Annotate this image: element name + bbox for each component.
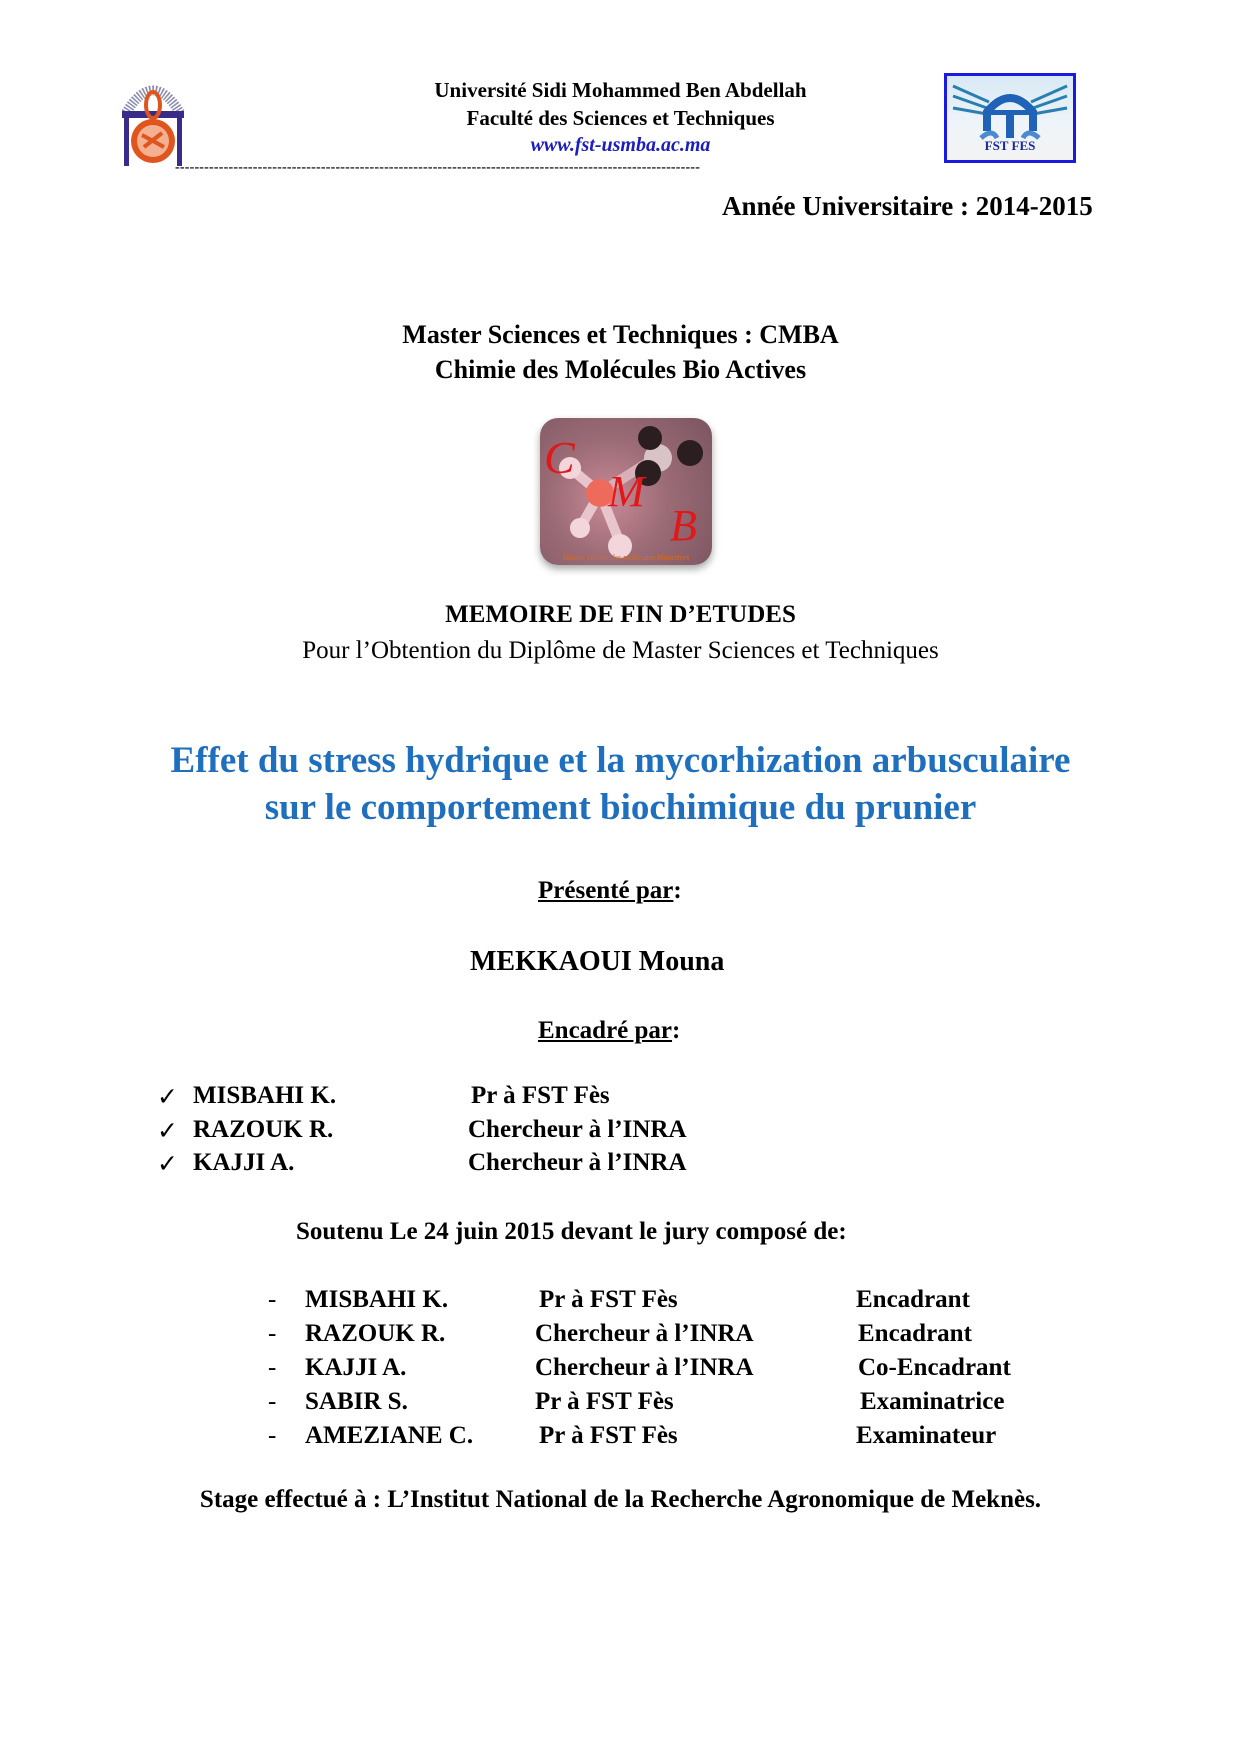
dash-bullet: - (268, 1286, 277, 1313)
jury-function: Examinatrice (860, 1388, 1005, 1415)
program-title: Master Sciences et Techniques : CMBA (402, 320, 839, 349)
logo-letter-c: C (544, 432, 575, 483)
jury-name: AMEZIANE C. (305, 1422, 474, 1449)
supervisor-role: Pr à FST Fès (471, 1082, 610, 1109)
supervised-by-label: Encadré par: (538, 1017, 681, 1044)
logo-letter-b: B (670, 501, 697, 550)
jury-item (268, 1354, 1068, 1382)
svg-text:Master chimie des molécules bi: Master chimie des molécules bioactives (562, 553, 690, 562)
faculty-name: Faculté des Sciences et Techniques (466, 106, 775, 130)
internship-location: Stage effectué à : L’Institut National de la Recherche Agronomique de Meknès. (199, 1486, 1042, 1513)
checkmark-icon: ✓ (157, 1151, 178, 1178)
jury-item (268, 1286, 1068, 1314)
jury-name: KAJJI A. (305, 1354, 407, 1381)
academic-year: Année Universitaire : 2014-2015 (722, 191, 1093, 221)
dash-bullet: - (268, 1320, 277, 1347)
jury-item (268, 1422, 1068, 1450)
thesis-type: MEMOIRE DE FIN D’ETUDES (445, 601, 796, 628)
thesis-title-line1: Effet du stress hydrique et la mycorhization arbusculaire (170, 740, 1071, 781)
jury-function: Co-Encadrant (858, 1354, 1011, 1381)
supervisor-item (157, 1116, 687, 1146)
jury-role: Pr à FST Fès (539, 1286, 678, 1313)
thesis-purpose: Pour l’Obtention du Diplôme de Master Sciences et Techniques (302, 637, 939, 664)
supervisor-name: RAZOUK R. (193, 1116, 334, 1143)
jury-name: SABIR S. (305, 1388, 408, 1415)
presented-by-label: Présenté par: (538, 877, 682, 904)
author-name: MEKKAOUI Mouna (470, 946, 725, 977)
jury-function: Encadrant (858, 1320, 972, 1347)
jury-role: Chercheur à l’INRA (535, 1354, 754, 1381)
checkmark-icon: ✓ (157, 1084, 178, 1111)
defense-statement: Soutenu Le 24 juin 2015 devant le jury composé de: (296, 1218, 847, 1245)
supervisor-item (157, 1149, 687, 1179)
university-name: Université Sidi Mohammed Ben Abdellah (434, 78, 807, 102)
program-subtitle: Chimie des Molécules Bio Actives (434, 355, 807, 384)
jury-role: Chercheur à l’INRA (535, 1320, 754, 1347)
website-link[interactable]: www.fst-usmba.ac.ma (530, 134, 711, 156)
fst-fes-logo-text: FST FES (984, 138, 1036, 153)
supervisor-name: MISBAHI K. (193, 1082, 337, 1109)
jury-function: Encadrant (856, 1286, 970, 1313)
checkmark-icon: ✓ (157, 1118, 178, 1145)
jury-item (268, 1320, 1068, 1348)
jury-role: Pr à FST Fès (539, 1422, 678, 1449)
header-separator: ------------------------------------------------------------------------------------------------------------ (175, 160, 701, 175)
supervisor-item (157, 1082, 610, 1112)
molecule-icon (540, 418, 712, 565)
jury-item (268, 1388, 1068, 1416)
logo-letter-m: M (608, 467, 645, 516)
cmba-logo (540, 418, 712, 565)
supervisor-role: Chercheur à l’INRA (468, 1149, 687, 1176)
jury-name: MISBAHI K. (305, 1286, 449, 1313)
thesis-title-line2: sur le comportement biochimique du prunier (264, 787, 977, 828)
dash-bullet: - (268, 1354, 277, 1381)
supervisor-role: Chercheur à l’INRA (468, 1116, 687, 1143)
jury-role: Pr à FST Fès (535, 1388, 674, 1415)
dash-bullet: - (268, 1422, 277, 1449)
supervisor-name: KAJJI A. (193, 1149, 295, 1176)
jury-function: Examinateur (856, 1422, 997, 1449)
jury-name: RAZOUK R. (305, 1320, 446, 1347)
fst-fes-logo (944, 73, 1076, 163)
dash-bullet: - (268, 1388, 277, 1415)
